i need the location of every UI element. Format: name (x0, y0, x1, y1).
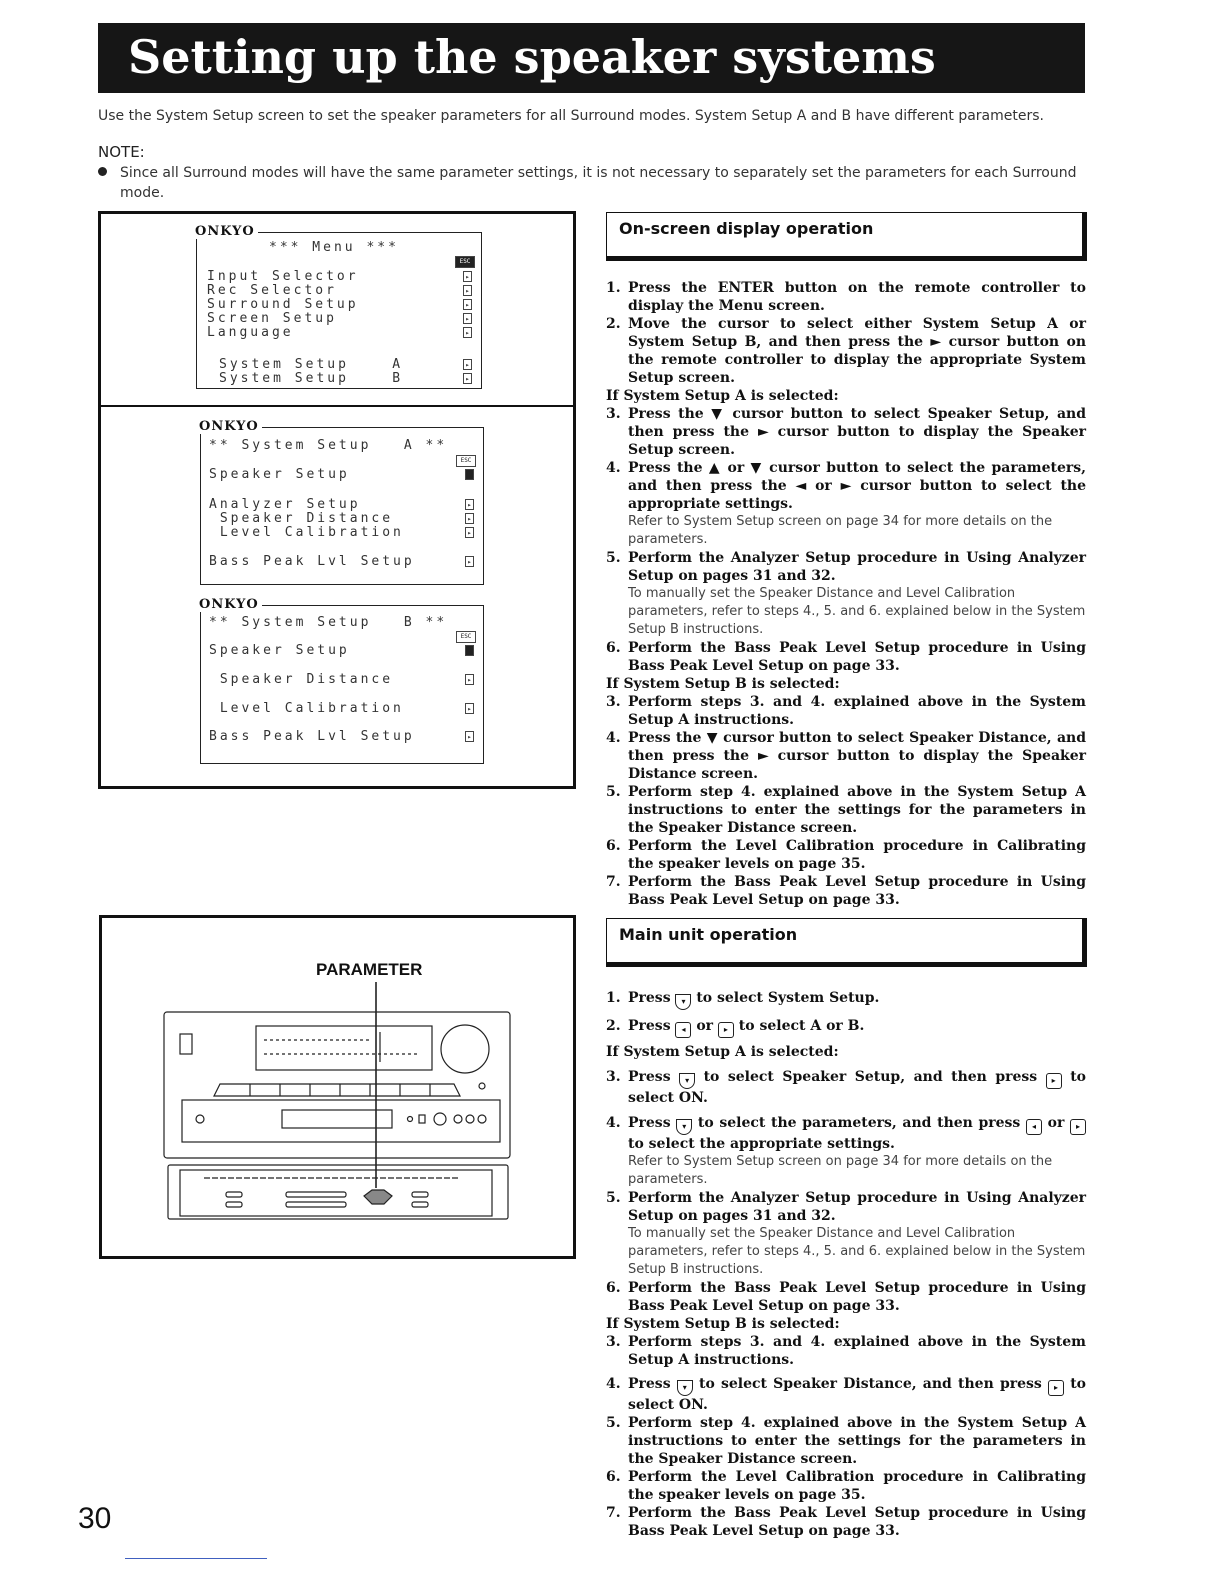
menu-title: *** Menu *** (269, 240, 399, 255)
enter-icon: ▸ (463, 359, 472, 370)
step-number: 4. (606, 1376, 621, 1392)
receiver-illustration (160, 982, 522, 1244)
enter-icon (465, 645, 474, 656)
step-text: to select ON. (628, 1069, 1086, 1106)
heading-bar (607, 962, 1087, 967)
step-text: or (696, 1018, 714, 1034)
step-text: to select A or B. (738, 1018, 865, 1034)
step-text: Perform the Bass Peak Level Setup procedure in Using Bass Peak Level Setup on page 33. (628, 1280, 1086, 1314)
step-text: Move the cursor to select either System Setup A or System Setup B, and then press the ► cursor button on the remote controller to display the appropriate System Setup screen. (628, 316, 1086, 386)
subheading: If System Setup B is selected: (606, 1316, 840, 1332)
step-number: 4. (606, 460, 621, 476)
menu-item: Speaker Distance (209, 511, 394, 526)
enter-icon: ▸ (465, 556, 474, 567)
step-number: 7. (606, 874, 621, 890)
onkyo-logo: ONKYO (199, 597, 262, 612)
enter-icon: ▸ (465, 513, 474, 524)
enter-icon: ▸ (463, 313, 472, 324)
enter-icon: ▸ (463, 327, 472, 338)
subheading: If System Setup B is selected: (606, 676, 840, 692)
section-heading: On-screen display operation (619, 219, 874, 238)
esc-icon: ESC (456, 455, 476, 467)
step-note: Refer to System Setup screen on page 34 for more details on the parameters. (628, 1154, 1053, 1187)
enter-icon: ▸ (465, 731, 474, 742)
step-text: Press (628, 1018, 671, 1034)
menu-screen (195, 224, 482, 389)
step-text: Perform the Analyzer Setup procedure in Using Analyzer Setup on pages 31 and 32. (628, 1190, 1086, 1224)
intro-text: Use the System Setup screen to set the speaker parameters for all Surround modes. System Setup A and B have different parameters. (98, 108, 1044, 124)
step-text: Press (628, 1069, 671, 1085)
note-item (98, 163, 1088, 203)
step-number: 4. (606, 1115, 621, 1131)
title-banner (98, 23, 1085, 93)
step-text: to select Speaker Distance, and then press (698, 1376, 1042, 1392)
system-setup-a-screen (199, 419, 484, 585)
step-number: 4. (606, 730, 621, 746)
subheading: If System Setup A is selected: (606, 388, 839, 404)
step-text: Press (628, 1376, 671, 1392)
right-button-icon: ▸ (718, 1022, 734, 1038)
step-text: to select the appropriate settings. (628, 1136, 895, 1152)
screen-title: ** System Setup B ** (209, 615, 448, 630)
step-number: 5. (606, 1190, 621, 1206)
step-text: Perform steps 3. and 4. explained above in the System Setup A instructions. (628, 694, 1086, 728)
heading-bar (1082, 213, 1087, 261)
menu-item-system-setup-b: System Setup B (219, 371, 404, 386)
page-number: 30 (78, 1502, 112, 1535)
step-text: Perform step 4. explained above in the System Setup A instructions to enter the settings for the parameters in the Speaker Distance screen. (628, 1415, 1086, 1467)
enter-icon: ▸ (465, 674, 474, 685)
page-title: Setting up the speaker systems (128, 30, 936, 84)
mainunit-heading-box (606, 918, 1087, 967)
step-text: Press the ENTER button on the remote controller to display the Menu screen. (628, 280, 1086, 314)
step-note: To manually set the Speaker Distance and Level Calibration parameters, refer to steps 4., 5. and 6. explained below in the System Setup B instructions. (628, 1226, 1086, 1277)
step-number: 1. (606, 280, 621, 296)
onscreen-heading-box (606, 212, 1087, 261)
menu-item-system-setup-a: System Setup A (219, 357, 404, 372)
enter-icon: ▸ (463, 285, 472, 296)
step-text: Perform step 4. explained above in the System Setup A instructions to enter the settings for the parameters in the Speaker Distance screen. (628, 784, 1086, 836)
menu-item: Level Calibration (209, 525, 404, 540)
enter-icon (465, 469, 474, 480)
menu-item: Speaker Setup (209, 467, 350, 482)
right-button-icon: ▸ (1048, 1380, 1064, 1396)
step-text: to select Speaker Setup, and then press (703, 1069, 1038, 1085)
step-number: 6. (606, 1469, 621, 1485)
menu-item: Screen Setup (207, 311, 337, 326)
heading-bar (1082, 919, 1087, 967)
step-number: 3. (606, 1334, 621, 1350)
step-number: 3. (606, 1069, 621, 1085)
step-text: Perform the Bass Peak Level Setup procedure in Using Bass Peak Level Setup on page 33. (628, 1505, 1086, 1539)
step-number: 7. (606, 1505, 621, 1521)
step-number: 5. (606, 1415, 621, 1431)
menu-item: Rec Selector (207, 283, 337, 298)
step-text: Press (628, 990, 671, 1006)
screen-title: ** System Setup A ** (209, 438, 448, 453)
section-heading: Main unit operation (619, 925, 798, 944)
step-text: Perform the Bass Peak Level Setup procedure in Using Bass Peak Level Setup on page 33. (628, 874, 1086, 908)
step-number: 5. (606, 550, 621, 566)
step-number: 6. (606, 838, 621, 854)
down-button-icon: ▾ (679, 1073, 695, 1089)
right-button-icon: ▸ (1046, 1073, 1062, 1089)
step-text: Perform the Level Calibration procedure in Calibrating the speaker levels on page 35. (628, 838, 1086, 872)
step-text: to select the parameters, and then press (697, 1115, 1021, 1131)
left-button-icon: ◂ (675, 1022, 691, 1038)
step-number: 6. (606, 640, 621, 656)
onkyo-logo: ONKYO (195, 224, 258, 239)
menu-item: Analyzer Setup (209, 497, 361, 512)
menu-item: Bass Peak Lvl Setup (209, 729, 415, 744)
step-text: to select System Setup. (696, 990, 880, 1006)
footer-rule (125, 1558, 267, 1559)
step-number: 1. (606, 990, 621, 1006)
step-text: to select ON. (628, 1376, 1087, 1413)
enter-icon: ▸ (463, 373, 472, 384)
note-text: Since all Surround modes will have the same parameter settings, it is not necessary to separately set the parameters for each Surround mode. (120, 165, 1077, 201)
heading-bar (607, 256, 1087, 261)
step-number: 3. (606, 406, 621, 422)
step-text: Press the ▼ cursor button to select Speaker Setup, and then press the ► cursor button to display the Speaker Setup screen. (628, 406, 1086, 458)
step-text: Press (628, 1115, 671, 1131)
menu-item: Surround Setup (207, 297, 359, 312)
bullet-icon (98, 167, 107, 176)
step-note: Refer to System Setup screen on page 34 for more details on the parameters. (628, 514, 1053, 547)
enter-icon: ▸ (465, 703, 474, 714)
step-text: Perform the Level Calibration procedure in Calibrating the speaker levels on page 35. (628, 1469, 1086, 1503)
step-number: 3. (606, 694, 621, 710)
parameter-label: PARAMETER (316, 960, 423, 979)
step-number: 2. (606, 1018, 621, 1034)
down-button-icon: ▾ (676, 1119, 692, 1135)
figure-divider (98, 405, 576, 407)
step-text: Press the ▼ cursor button to select Speaker Distance, and then press the ► cursor button to display the Speaker Distance screen. (628, 730, 1086, 782)
step-text: Press the ▲ or ▼ cursor button to select the parameters, and then press the ◄ or ► cursor button to select the appropriate settings. (628, 460, 1086, 512)
menu-item: Language (207, 325, 294, 340)
enter-icon: ▸ (465, 499, 474, 510)
right-button-icon: ▸ (1070, 1119, 1086, 1135)
enter-icon: ▸ (463, 271, 472, 282)
down-button-icon: ▾ (677, 1380, 693, 1396)
onkyo-logo: ONKYO (199, 419, 262, 434)
onscreen-steps (606, 279, 1086, 909)
menu-item: Speaker Distance (209, 672, 394, 687)
menu-item: Input Selector (207, 269, 359, 284)
mainunit-steps (606, 989, 1086, 1540)
esc-icon: ESC (456, 631, 476, 643)
esc-icon: ESC (455, 256, 475, 268)
system-setup-b-screen (199, 597, 484, 764)
note-heading: NOTE: (98, 143, 145, 161)
left-button-icon: ◂ (1026, 1119, 1042, 1135)
step-text: or (1047, 1115, 1065, 1131)
enter-icon: ▸ (465, 527, 474, 538)
enter-icon: ▸ (463, 299, 472, 310)
step-text: Perform the Analyzer Setup procedure in Using Analyzer Setup on pages 31 and 32. (628, 550, 1086, 584)
step-number: 6. (606, 1280, 621, 1296)
step-text: Perform steps 3. and 4. explained above in the System Setup A instructions. (628, 1334, 1086, 1368)
step-number: 5. (606, 784, 621, 800)
menu-item: Bass Peak Lvl Setup (209, 554, 415, 569)
step-note: To manually set the Speaker Distance and Level Calibration parameters, refer to steps 4., 5. and 6. explained below in the System Setup B instructions. (628, 586, 1086, 637)
subheading: If System Setup A is selected: (606, 1044, 839, 1060)
step-number: 2. (606, 316, 621, 332)
menu-item: Level Calibration (209, 701, 404, 716)
menu-item: Speaker Setup (209, 643, 350, 658)
step-text: Perform the Bass Peak Level Setup procedure in Using Bass Peak Level Setup on page 33. (628, 640, 1086, 674)
down-button-icon: ▾ (675, 994, 691, 1010)
